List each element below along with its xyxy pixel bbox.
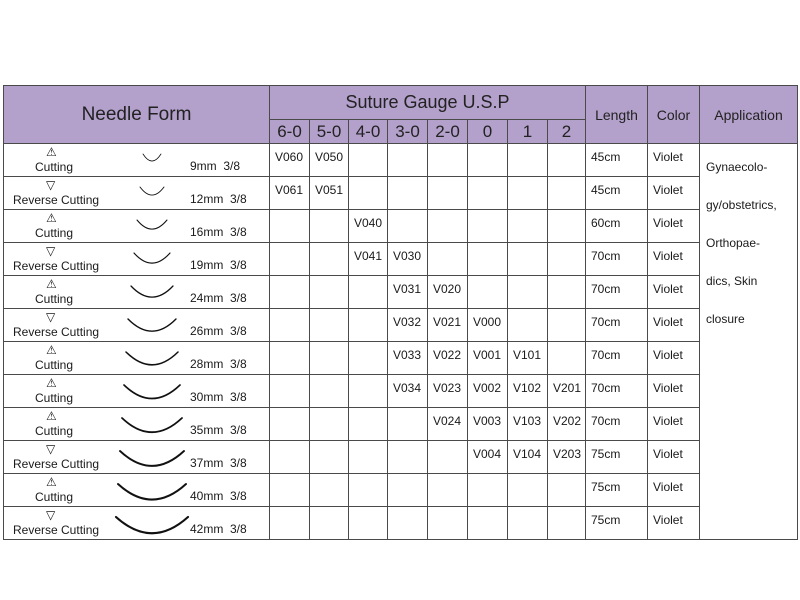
needle-size-label: 16mm 3/8 bbox=[190, 225, 247, 239]
code-cell bbox=[270, 243, 310, 276]
code-cell bbox=[508, 177, 548, 210]
curved-needle-icon bbox=[114, 243, 190, 275]
needle-size-label: 30mm 3/8 bbox=[190, 390, 247, 404]
code-cell: V050 bbox=[310, 144, 349, 177]
color-cell: Violet bbox=[648, 177, 700, 210]
needle-form-cell bbox=[4, 408, 270, 441]
color-cell: Violet bbox=[648, 375, 700, 408]
application-header: Application bbox=[700, 86, 798, 144]
color-cell: Violet bbox=[648, 276, 700, 309]
code-cell: V104 bbox=[508, 441, 548, 474]
code-cell bbox=[270, 210, 310, 243]
table-row bbox=[4, 474, 798, 507]
length-cell: 45cm bbox=[586, 144, 648, 177]
code-cell: V021 bbox=[428, 309, 468, 342]
needle-form-cell bbox=[4, 210, 270, 243]
code-cell: V203 bbox=[548, 441, 586, 474]
code-cell bbox=[270, 474, 310, 507]
needle-size-label: 9mm 3/8 bbox=[190, 159, 241, 173]
code-cell bbox=[388, 507, 428, 540]
code-cell bbox=[310, 342, 349, 375]
gauge-header: 6-0 bbox=[270, 120, 310, 144]
needle-form-cell bbox=[4, 474, 270, 507]
code-cell bbox=[349, 144, 388, 177]
code-cell bbox=[508, 144, 548, 177]
code-cell bbox=[270, 375, 310, 408]
code-cell: V004 bbox=[468, 441, 508, 474]
code-cell bbox=[508, 243, 548, 276]
reverse-cutting-icon: ▽ bbox=[46, 244, 56, 258]
code-cell bbox=[428, 210, 468, 243]
code-cell bbox=[310, 276, 349, 309]
table-row bbox=[4, 144, 798, 177]
code-cell bbox=[508, 507, 548, 540]
code-cell bbox=[349, 507, 388, 540]
suture-spec-table bbox=[3, 85, 798, 540]
needle-type-label: Cutting bbox=[35, 490, 74, 504]
reverse-cutting-icon: ▽ bbox=[46, 178, 56, 192]
needle-type-label: Cutting bbox=[35, 226, 74, 240]
code-cell bbox=[548, 342, 586, 375]
code-cell bbox=[349, 177, 388, 210]
application-line: Orthopae- bbox=[706, 236, 761, 250]
code-cell: V202 bbox=[548, 408, 586, 441]
application-cell bbox=[700, 144, 798, 540]
code-cell bbox=[388, 210, 428, 243]
needle-form-cell bbox=[4, 309, 270, 342]
code-cell: V033 bbox=[388, 342, 428, 375]
code-cell: V024 bbox=[428, 408, 468, 441]
application-line: dics, Skin bbox=[706, 274, 758, 288]
needle-curve bbox=[124, 385, 180, 399]
needle-type-label: Reverse Cutting bbox=[13, 325, 100, 339]
code-cell bbox=[548, 177, 586, 210]
curved-needle-icon bbox=[114, 309, 190, 341]
needle-form-cell bbox=[4, 144, 270, 177]
code-cell bbox=[548, 144, 586, 177]
curved-needle-icon bbox=[114, 210, 190, 242]
code-cell: V000 bbox=[468, 309, 508, 342]
cutting-icon: ⚠ bbox=[46, 145, 57, 159]
needle-form-cell bbox=[4, 276, 270, 309]
code-cell bbox=[349, 309, 388, 342]
needle-size-label: 37mm 3/8 bbox=[190, 456, 247, 470]
color-cell: Violet bbox=[648, 144, 700, 177]
needle-type-label: Reverse Cutting bbox=[13, 259, 100, 273]
reverse-cutting-icon: ▽ bbox=[46, 310, 56, 324]
code-cell bbox=[508, 474, 548, 507]
cutting-icon: ⚠ bbox=[46, 475, 57, 489]
gauge-header: 1 bbox=[508, 120, 548, 144]
code-cell: V041 bbox=[349, 243, 388, 276]
code-cell bbox=[349, 342, 388, 375]
table-row bbox=[4, 243, 798, 276]
code-cell bbox=[349, 441, 388, 474]
cutting-icon: ⚠ bbox=[46, 211, 57, 225]
needle-form-cell bbox=[4, 507, 270, 540]
color-cell: Violet bbox=[648, 243, 700, 276]
reverse-cutting-icon: ▽ bbox=[46, 508, 56, 522]
length-cell: 70cm bbox=[586, 342, 648, 375]
needle-type-label: Reverse Cutting bbox=[13, 457, 100, 471]
needle-size-label: 19mm 3/8 bbox=[190, 258, 247, 272]
needle-curve bbox=[128, 319, 176, 331]
needle-form-cell bbox=[4, 441, 270, 474]
code-cell bbox=[428, 144, 468, 177]
color-cell: Violet bbox=[648, 474, 700, 507]
gauge-header: 2 bbox=[548, 120, 586, 144]
code-cell: V051 bbox=[310, 177, 349, 210]
code-cell bbox=[548, 309, 586, 342]
application-line: gy/obstetrics, bbox=[706, 198, 777, 212]
table-row bbox=[4, 177, 798, 210]
code-cell: V032 bbox=[388, 309, 428, 342]
code-cell bbox=[548, 210, 586, 243]
needle-curve bbox=[140, 187, 164, 195]
gauge-header: 4-0 bbox=[349, 120, 388, 144]
code-cell: V103 bbox=[508, 408, 548, 441]
gauge-header: 3-0 bbox=[388, 120, 428, 144]
code-cell bbox=[310, 243, 349, 276]
application-line: closure bbox=[706, 312, 745, 326]
code-cell bbox=[388, 177, 428, 210]
needle-size-label: 42mm 3/8 bbox=[190, 522, 247, 536]
needle-form-cell bbox=[4, 375, 270, 408]
code-cell bbox=[349, 408, 388, 441]
code-cell bbox=[270, 441, 310, 474]
code-cell bbox=[388, 474, 428, 507]
code-cell bbox=[548, 507, 586, 540]
needle-type-label: Cutting bbox=[35, 292, 74, 306]
color-cell: Violet bbox=[648, 408, 700, 441]
length-cell: 70cm bbox=[586, 375, 648, 408]
needle-type-label: Cutting bbox=[35, 424, 74, 438]
length-cell: 75cm bbox=[586, 441, 648, 474]
table-body bbox=[4, 144, 798, 540]
table-row bbox=[4, 210, 798, 243]
code-cell bbox=[270, 507, 310, 540]
needle-form-header: Needle Form bbox=[4, 86, 270, 144]
code-cell: V002 bbox=[468, 375, 508, 408]
needle-curve bbox=[143, 154, 161, 161]
code-cell bbox=[270, 276, 310, 309]
needle-curve bbox=[122, 418, 182, 432]
color-header: Color bbox=[648, 86, 700, 144]
code-cell bbox=[310, 441, 349, 474]
code-cell bbox=[349, 276, 388, 309]
needle-curve bbox=[118, 484, 186, 500]
table-row bbox=[4, 408, 798, 441]
cutting-icon: ⚠ bbox=[46, 277, 57, 291]
code-cell bbox=[468, 210, 508, 243]
color-cell: Violet bbox=[648, 441, 700, 474]
needle-size-label: 12mm 3/8 bbox=[190, 192, 247, 206]
code-cell bbox=[428, 507, 468, 540]
curved-needle-icon bbox=[114, 474, 190, 506]
code-cell bbox=[270, 309, 310, 342]
needle-size-label: 40mm 3/8 bbox=[190, 489, 247, 503]
color-cell: Violet bbox=[648, 507, 700, 540]
needle-type-label: Cutting bbox=[35, 391, 74, 405]
curved-needle-icon bbox=[114, 408, 190, 440]
curved-needle-icon bbox=[114, 375, 190, 407]
code-cell bbox=[310, 408, 349, 441]
needle-form-cell bbox=[4, 342, 270, 375]
reverse-cutting-icon: ▽ bbox=[46, 442, 56, 456]
cutting-icon: ⚠ bbox=[46, 409, 57, 423]
code-cell bbox=[468, 144, 508, 177]
code-cell bbox=[310, 210, 349, 243]
code-cell bbox=[388, 441, 428, 474]
length-cell: 75cm bbox=[586, 474, 648, 507]
length-cell: 70cm bbox=[586, 243, 648, 276]
code-cell bbox=[388, 408, 428, 441]
length-cell: 75cm bbox=[586, 507, 648, 540]
code-cell bbox=[428, 243, 468, 276]
length-header: Length bbox=[586, 86, 648, 144]
table-row bbox=[4, 375, 798, 408]
cutting-icon: ⚠ bbox=[46, 343, 57, 357]
table-row bbox=[4, 276, 798, 309]
gauge-header: 5-0 bbox=[310, 120, 349, 144]
code-cell: V060 bbox=[270, 144, 310, 177]
table-row bbox=[4, 309, 798, 342]
code-cell: V101 bbox=[508, 342, 548, 375]
code-cell bbox=[310, 507, 349, 540]
needle-type-label: Cutting bbox=[35, 358, 74, 372]
needle-size-label: 28mm 3/8 bbox=[190, 357, 247, 371]
curved-needle-icon bbox=[114, 342, 190, 374]
application-line: Gynaecolo- bbox=[706, 160, 768, 174]
code-cell: V003 bbox=[468, 408, 508, 441]
needle-form-cell bbox=[4, 177, 270, 210]
curved-needle-icon bbox=[114, 144, 190, 176]
code-cell bbox=[428, 474, 468, 507]
code-cell bbox=[428, 177, 468, 210]
needle-type-label: Reverse Cutting bbox=[13, 193, 100, 207]
needle-curve bbox=[126, 352, 178, 365]
curved-needle-icon bbox=[114, 276, 190, 308]
needle-curve bbox=[137, 220, 167, 229]
needle-curve bbox=[131, 286, 173, 297]
color-cell: Violet bbox=[648, 342, 700, 375]
length-cell: 45cm bbox=[586, 177, 648, 210]
code-cell: V031 bbox=[388, 276, 428, 309]
code-cell bbox=[388, 144, 428, 177]
code-cell: V040 bbox=[349, 210, 388, 243]
code-cell: V030 bbox=[388, 243, 428, 276]
table-row bbox=[4, 441, 798, 474]
code-cell bbox=[548, 243, 586, 276]
code-cell: V061 bbox=[270, 177, 310, 210]
needle-curve bbox=[134, 253, 170, 263]
code-cell: V102 bbox=[508, 375, 548, 408]
code-cell: V023 bbox=[428, 375, 468, 408]
code-cell bbox=[428, 441, 468, 474]
cutting-icon: ⚠ bbox=[46, 376, 57, 390]
code-cell: V034 bbox=[388, 375, 428, 408]
needle-form-cell bbox=[4, 243, 270, 276]
code-cell: V022 bbox=[428, 342, 468, 375]
curved-needle-icon bbox=[114, 441, 190, 473]
needle-size-label: 26mm 3/8 bbox=[190, 324, 247, 338]
code-cell bbox=[468, 243, 508, 276]
code-cell bbox=[310, 474, 349, 507]
curved-needle-icon bbox=[114, 507, 190, 539]
code-cell bbox=[270, 342, 310, 375]
needle-curve bbox=[116, 517, 188, 533]
length-cell: 70cm bbox=[586, 276, 648, 309]
code-cell bbox=[468, 474, 508, 507]
code-cell bbox=[468, 177, 508, 210]
length-cell: 70cm bbox=[586, 309, 648, 342]
code-cell bbox=[508, 309, 548, 342]
suture-spec-table-wrapper bbox=[3, 85, 798, 540]
needle-curve bbox=[120, 451, 184, 466]
length-cell: 70cm bbox=[586, 408, 648, 441]
color-cell: Violet bbox=[648, 309, 700, 342]
code-cell: V020 bbox=[428, 276, 468, 309]
table-row bbox=[4, 507, 798, 540]
code-cell bbox=[310, 309, 349, 342]
code-cell bbox=[548, 276, 586, 309]
code-cell: V001 bbox=[468, 342, 508, 375]
color-cell: Violet bbox=[648, 210, 700, 243]
code-cell bbox=[468, 507, 508, 540]
code-cell bbox=[349, 375, 388, 408]
header-row-1 bbox=[4, 86, 798, 120]
code-cell bbox=[468, 276, 508, 309]
gauge-header: 0 bbox=[468, 120, 508, 144]
needle-size-label: 24mm 3/8 bbox=[190, 291, 247, 305]
table-row bbox=[4, 342, 798, 375]
needle-type-label: Cutting bbox=[35, 160, 74, 174]
curved-needle-icon bbox=[114, 177, 190, 209]
length-cell: 60cm bbox=[586, 210, 648, 243]
code-cell bbox=[508, 276, 548, 309]
needle-size-label: 35mm 3/8 bbox=[190, 423, 247, 437]
code-cell bbox=[270, 408, 310, 441]
code-cell bbox=[310, 375, 349, 408]
code-cell bbox=[349, 474, 388, 507]
needle-type-label: Reverse Cutting bbox=[13, 523, 100, 537]
code-cell: V201 bbox=[548, 375, 586, 408]
code-cell bbox=[548, 474, 586, 507]
suture-gauge-header: Suture Gauge U.S.P bbox=[270, 86, 586, 120]
gauge-header: 2-0 bbox=[428, 120, 468, 144]
code-cell bbox=[508, 210, 548, 243]
